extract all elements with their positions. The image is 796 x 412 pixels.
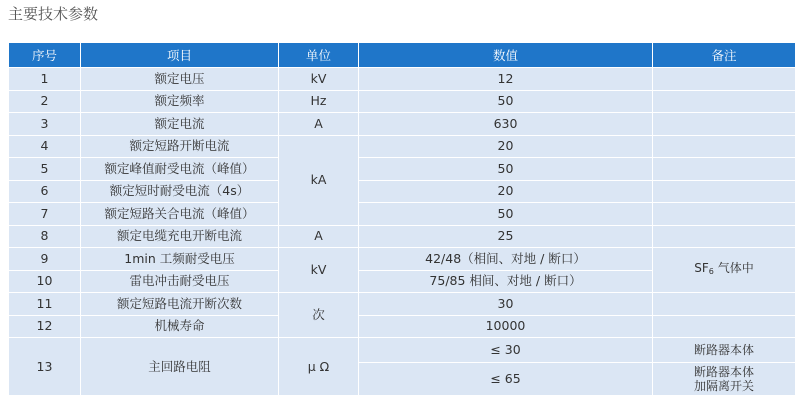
cell-note [653,68,796,91]
cell-unit: μ Ω [279,338,359,396]
cell-value: 630 [359,113,653,136]
note-line: 加隔离开关 [693,379,754,393]
cell-value: 30 [359,293,653,316]
cell-item: 额定频率 [81,90,279,113]
cell-value: 10000 [359,315,653,338]
cell-note [653,158,796,181]
cell-unit: kA [279,135,359,225]
table-row [9,113,796,136]
cell-item: 额定短路电流开断次数 [81,293,279,316]
cell-unit: kV [279,248,359,293]
header-note: 备注 [653,43,796,68]
cell-value: 50 [359,158,653,181]
cell-seq: 5 [9,158,81,181]
note-subscript: 6 [708,267,714,276]
cell-note-sf6 [653,248,796,293]
cell-note [653,315,796,338]
note-gas-text: 气体中 [713,261,754,275]
cell-value: 50 [359,90,653,113]
cell-value: 20 [359,180,653,203]
note-line: 断路器本体 [693,365,754,379]
cell-value: 12 [359,68,653,91]
cell-seq: 6 [9,180,81,203]
cell-seq: 2 [9,90,81,113]
cell-item: 1min 工频耐受电压 [81,248,279,271]
cell-item: 主回路电阻 [81,338,279,396]
cell-seq: 3 [9,113,81,136]
cell-unit: 次 [279,293,359,338]
table-row [9,315,796,338]
cell-note [653,180,796,203]
table-row [9,68,796,91]
table-row [9,135,796,158]
cell-note [653,135,796,158]
cell-note [653,90,796,113]
cell-seq: 10 [9,270,81,293]
cell-unit: A [279,225,359,248]
cell-value: 50 [359,203,653,226]
cell-value: ≤ 30 [359,338,653,363]
cell-note [653,113,796,136]
cell-item: 额定电压 [81,68,279,91]
spec-table [8,42,796,396]
table-row [9,203,796,226]
header-value: 数值 [359,43,653,68]
cell-seq: 13 [9,338,81,396]
cell-note [653,203,796,226]
table-row [9,225,796,248]
cell-item: 雷电冲击耐受电压 [81,270,279,293]
cell-unit: A [279,113,359,136]
table-row [9,338,796,363]
cell-value: 20 [359,135,653,158]
table-row [9,158,796,181]
cell-seq: 12 [9,315,81,338]
table-row [9,248,796,271]
cell-item: 机械寿命 [81,315,279,338]
cell-note [653,293,796,316]
cell-item: 额定电流 [81,113,279,136]
header-unit: 单位 [279,43,359,68]
cell-seq: 8 [9,225,81,248]
cell-unit: Hz [279,90,359,113]
cell-value: 42/48（相间、对地 / 断口） [359,248,653,271]
cell-seq: 11 [9,293,81,316]
cell-note: 断路器本体 [653,338,796,363]
cell-value: 25 [359,225,653,248]
table-row [9,293,796,316]
page-title: 主要技术参数 [8,5,99,23]
cell-seq: 4 [9,135,81,158]
cell-value: ≤ 65 [359,363,653,396]
cell-seq: 9 [9,248,81,271]
header-item: 项目 [81,43,279,68]
cell-item: 额定短路关合电流（峰值） [81,203,279,226]
header-seq: 序号 [9,43,81,68]
cell-note-two-line [653,363,796,396]
note-sf-text: SF [694,261,709,275]
table-header-row [9,43,796,68]
cell-item: 额定短路开断电流 [81,135,279,158]
cell-item: 额定短时耐受电流（4s） [81,180,279,203]
cell-item: 额定峰值耐受电流（峰值） [81,158,279,181]
cell-note [653,225,796,248]
cell-unit: kV [279,68,359,91]
cell-seq: 7 [9,203,81,226]
cell-value: 75/85 相间、对地 / 断口） [359,270,653,293]
table-row [9,180,796,203]
cell-item: 额定电缆充电开断电流 [81,225,279,248]
cell-seq: 1 [9,68,81,91]
table-row [9,90,796,113]
